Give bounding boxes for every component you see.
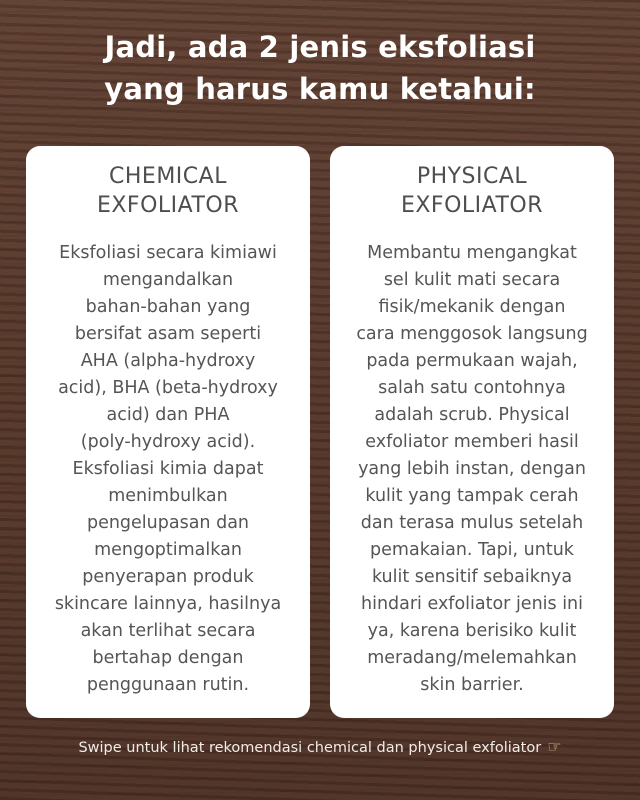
page-title-line-1: Jadi, ada 2 jenis eksfoliasi (104, 30, 536, 64)
card-title-line-1: CHEMICAL (109, 164, 227, 189)
description-line: sel kulit mati secara (383, 270, 561, 290)
description-line: acid) dan PHA (106, 405, 230, 425)
description-line: bahan-bahan yang (85, 297, 251, 317)
description-line: Eksfoliasi kimia dapat (72, 459, 264, 479)
description-line: hindari exfoliator jenis ini (360, 594, 584, 614)
description-line: exfoliator memberi hasil (365, 432, 579, 452)
description-line: Eksfoliasi secara kimiawi (59, 243, 277, 263)
description-line: AHA (alpha-hydroxy (80, 351, 256, 371)
pointing-hand-icon: ☞ (547, 737, 562, 756)
card-description (330, 240, 614, 699)
page-title-line-2: yang harus kamu ketahui: (104, 72, 536, 106)
description-line: Membantu mengangkat (367, 243, 577, 263)
description-line: kulit yang tampak cerah (365, 486, 579, 506)
description-line: bertahap dengan (92, 648, 244, 668)
description-line: penyerapan produk (82, 567, 254, 587)
description-line: mengoptimalkan (94, 540, 242, 560)
card-title (330, 162, 614, 220)
description-line: ya, karena berisiko kulit (367, 621, 577, 641)
description-line: salah satu contohnya (378, 378, 566, 398)
description-line: pemakaian. Tapi, untuk (370, 540, 574, 560)
swipe-hint-text: Swipe untuk lihat rekomendasi chemical dan physical exfoliator (78, 740, 542, 756)
description-line: pengelupasan dan (86, 513, 250, 533)
description-line: yang lebih instan, dengan (358, 459, 586, 479)
description-line: skincare lainnya, hasilnya (54, 594, 282, 614)
description-line: dan terasa mulus setelah (360, 513, 584, 533)
physical-exfoliator-card (330, 146, 614, 718)
description-line: adalah scrub. Physical (374, 405, 570, 425)
description-line: menimbulkan (108, 486, 228, 506)
swipe-hint (0, 736, 640, 759)
description-line: mengandalkan (102, 270, 234, 290)
description-line: akan terlihat secara (80, 621, 256, 641)
card-title-line-2: EXFOLIATOR (96, 193, 240, 218)
chemical-exfoliator-card (26, 146, 310, 718)
description-line: pada permukaan wajah, (366, 351, 578, 371)
description-line: (poly-hydroxy acid). (80, 432, 256, 452)
description-line: meradang/melemahkan (367, 648, 577, 668)
description-line: kulit sensitif sebaiknya (371, 567, 573, 587)
description-line: acid), BHA (beta-hydroxy (58, 378, 278, 398)
description-line: bersifat asam seperti (74, 324, 262, 344)
card-title-line-2: EXFOLIATOR (400, 193, 544, 218)
description-line: fisik/mekanik dengan (378, 297, 566, 317)
card-title (26, 162, 310, 220)
description-line: cara menggosok langsung (356, 324, 588, 344)
description-line: penggunaan rutin. (86, 675, 250, 695)
page-title (0, 26, 640, 110)
card-title-line-1: PHYSICAL (416, 164, 528, 189)
description-line: skin barrier. (420, 675, 524, 695)
card-description (26, 240, 310, 699)
